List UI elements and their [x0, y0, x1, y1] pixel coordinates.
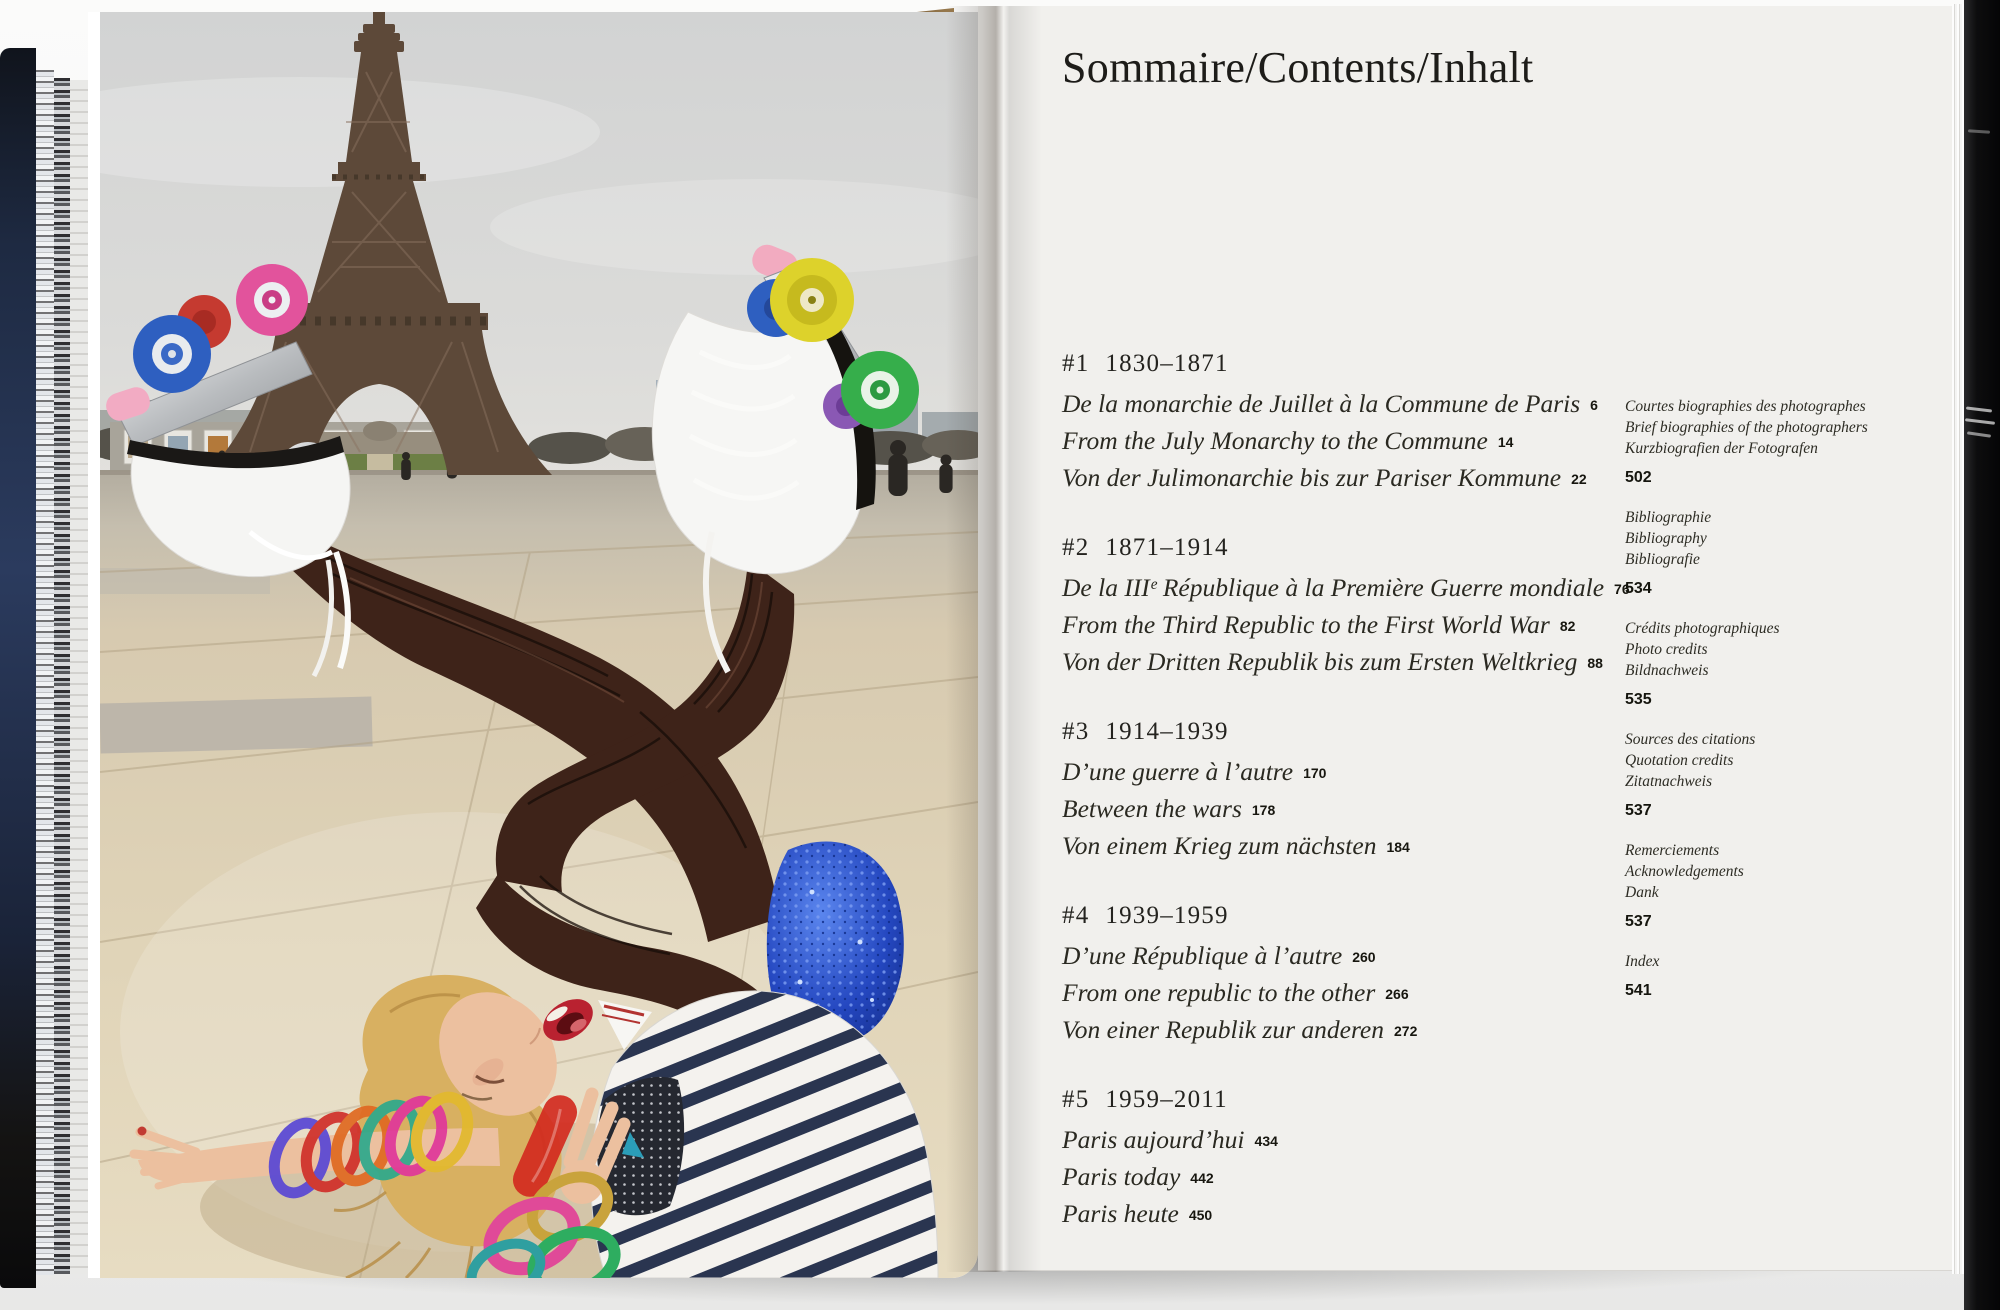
toc-chapter-2	[1062, 534, 1630, 682]
book-cover-right-edge	[1964, 0, 2000, 1310]
left-page-edges-outer	[36, 70, 54, 1275]
left-page-photo	[88, 12, 978, 1278]
chapter-heading	[1062, 534, 1622, 562]
toc-entry	[1062, 755, 1622, 792]
entry-page-number: 6	[1590, 397, 1598, 413]
chapter-number: #5	[1062, 1086, 1090, 1113]
appendix-page-number: 534	[1625, 580, 1652, 597]
right-page-edges	[1952, 4, 1964, 1274]
appendix-line: Acknowledgements	[1625, 863, 1744, 880]
chapter-heading	[1062, 1086, 1622, 1114]
appendix-line: Dank	[1625, 884, 1659, 901]
chapter-number: #2	[1062, 534, 1090, 561]
toc-entry	[1062, 1160, 1622, 1197]
appendix-line: Kurzbiografien der Fotografen	[1625, 440, 1818, 457]
toc-entry	[1062, 829, 1622, 866]
toc-entry	[1062, 461, 1622, 498]
paris-rollerskate-photo	[100, 12, 978, 1278]
appendix-line: Index	[1625, 953, 1660, 970]
toc-entry	[1062, 1123, 1622, 1160]
entry-page-number: 266	[1385, 986, 1409, 1002]
entry-page-number: 178	[1251, 802, 1276, 818]
toc-chapter-3	[1062, 718, 1622, 866]
chapter-heading	[1062, 350, 1622, 378]
appendix-quotation-credits	[1625, 729, 1925, 820]
appendix-line: Sources des citations	[1625, 731, 1756, 748]
entry-page-number: 272	[1394, 1023, 1418, 1039]
chapter-heading	[1062, 902, 1622, 930]
toc-entry	[1062, 387, 1622, 424]
entry-title: Von der Dritten Republik bis zum Ersten Weltkrieg	[1062, 647, 1578, 676]
chapter-years: 1939–1959	[1105, 902, 1229, 929]
toc-entry	[1062, 645, 1622, 682]
appendix-line: Remerciements	[1625, 842, 1720, 859]
chapter-years: 1959–2011	[1105, 1086, 1228, 1113]
entry-page-number: 442	[1190, 1170, 1214, 1186]
appendix-line: Photo credits	[1625, 641, 1708, 658]
entry-title: Von der Julimonarchie bis zur Pariser Kommune	[1062, 463, 1562, 492]
entry-title: From the July Monarchy to the Commune	[1062, 426, 1488, 455]
entry-title: Paris today	[1062, 1162, 1181, 1191]
left-page-edges-inner	[54, 78, 70, 1274]
entry-page-number: 184	[1386, 839, 1410, 855]
entry-title: From the Third Republic to the First World War	[1062, 610, 1550, 639]
entry-page-number: 170	[1303, 765, 1327, 781]
appendix-line: Quotation credits	[1625, 752, 1734, 769]
book-cover-left-edge	[0, 48, 36, 1288]
appendix-line: Bibliografie	[1625, 551, 1700, 568]
wheel-green	[841, 351, 919, 429]
toc-entry	[1062, 608, 1622, 645]
wheel-blue	[133, 315, 211, 393]
toc-entry	[1062, 1013, 1622, 1050]
entry-title: Paris aujourd’hui	[1062, 1125, 1245, 1154]
entry-title: Between the wars	[1062, 794, 1242, 823]
entry-title: From one republic to the other	[1062, 978, 1376, 1007]
entry-title: D’une guerre à l’autre	[1062, 757, 1294, 786]
toc-main-column	[1062, 350, 1630, 1270]
entry-title: Von einem Krieg zum nächsten	[1062, 831, 1377, 860]
entry-page-number: 260	[1352, 949, 1376, 965]
wheel-yellow	[770, 258, 854, 342]
red-nail	[138, 1127, 147, 1136]
toc-entry	[1062, 571, 1630, 608]
chapter-number: #3	[1062, 718, 1090, 745]
appendix-photo-credits	[1625, 618, 1925, 709]
appendix-biographies	[1625, 396, 1925, 487]
entry-title: De la IIIᵉ République à la Première Guerre mondiale	[1062, 573, 1605, 602]
appendix-line: Bildnachweis	[1625, 662, 1709, 679]
appendix-line: Courtes biographies des photographes	[1625, 398, 1866, 415]
appendix-index	[1625, 951, 1925, 1000]
chapter-heading	[1062, 718, 1622, 746]
entry-page-number: 450	[1188, 1207, 1213, 1223]
appendix-page-number: 502	[1625, 469, 1652, 486]
wheel-pink	[236, 264, 308, 336]
appendix-page-number: 541	[1625, 982, 1652, 999]
appendix-acknowledgements	[1625, 840, 1925, 931]
chapter-years: 1830–1871	[1105, 350, 1229, 377]
left-page-edges-white	[70, 80, 88, 1274]
appendix-line: Bibliographie	[1625, 509, 1712, 526]
toc-chapter-4	[1062, 902, 1622, 1050]
toc-chapter-5	[1062, 1086, 1622, 1234]
chapter-years: 1871–1914	[1105, 534, 1229, 561]
entry-title: D’une République à l’autre	[1062, 941, 1343, 970]
page-title: Sommaire/Contents/Inhalt	[1062, 43, 1534, 92]
entry-page-number: 22	[1571, 471, 1587, 487]
chapter-years: 1914–1939	[1105, 718, 1229, 745]
toc-entry	[1062, 792, 1622, 829]
right-page-toc	[978, 6, 1952, 1271]
appendix-line: Brief biographies of the photographers	[1625, 419, 1868, 436]
entry-title: Von einer Republik zur anderen	[1062, 1015, 1384, 1044]
toc-entry	[1062, 1197, 1622, 1234]
appendix-bibliography	[1625, 507, 1925, 598]
entry-page-number: 14	[1497, 434, 1514, 450]
toc-appendix-column	[1625, 396, 1925, 1020]
entry-title: De la monarchie de Juillet à la Commune de Paris	[1062, 389, 1581, 418]
toc-entry	[1062, 939, 1622, 976]
entry-page-number: 82	[1559, 618, 1576, 634]
chapter-number: #4	[1062, 902, 1090, 929]
chapter-number: #1	[1062, 350, 1090, 377]
appendix-page-number: 537	[1625, 802, 1652, 819]
appendix-line: Bibliography	[1625, 530, 1707, 547]
appendix-line: Zitatnachweis	[1625, 773, 1712, 790]
appendix-line: Crédits photographiques	[1625, 620, 1780, 637]
toc-entry	[1062, 424, 1622, 461]
toc-entry	[1062, 976, 1622, 1013]
appendix-page-number: 535	[1625, 691, 1652, 708]
entry-page-number: 88	[1587, 655, 1603, 671]
entry-page-number: 76	[1614, 581, 1630, 597]
toc-chapter-1	[1062, 350, 1622, 498]
entry-page-number: 434	[1254, 1133, 1278, 1149]
appendix-page-number: 537	[1625, 913, 1652, 930]
entry-title: Paris heute	[1062, 1199, 1179, 1228]
